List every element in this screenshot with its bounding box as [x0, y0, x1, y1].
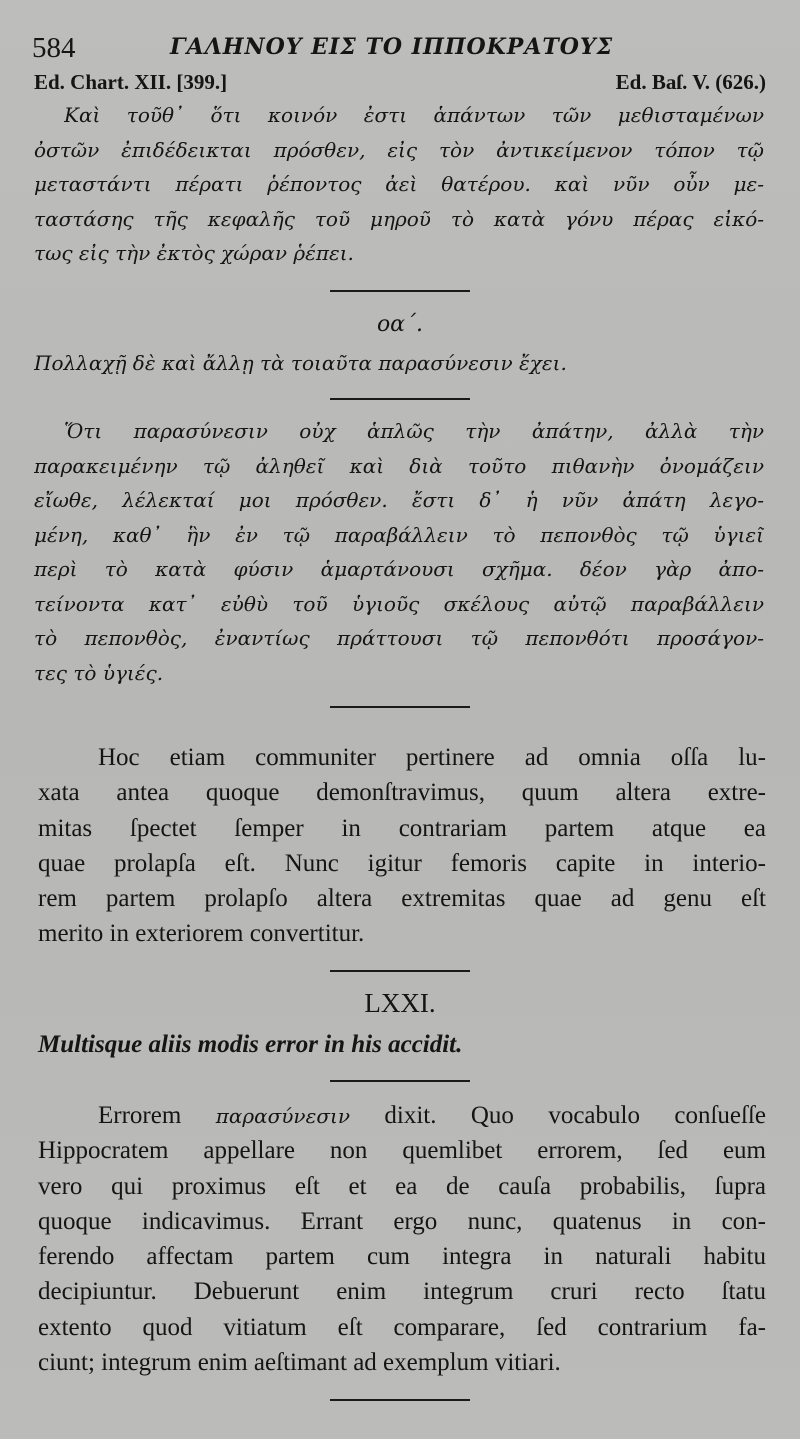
text-line: quae prolapſa eſt. Nunc igitur femoris capite in interio-	[38, 849, 766, 877]
greek-paragraph-1	[64, 98, 764, 133]
section-divider	[330, 970, 470, 972]
text-line: mitas ſpectet ſemper in contrariam partem atque ea	[38, 814, 766, 842]
text-line: τως εἰς τὴν ἐκτὸς χώραν ῥέπει.	[34, 241, 354, 265]
text-line: quoque indicavimus. Errant ergo nunc, quatenus in con-	[38, 1207, 766, 1235]
text-line: Καὶ τοῦθ᾽ ὅτι κοινόν ἐστι ἁπάντων τῶν μεθισταμένων	[64, 103, 764, 127]
running-head	[30, 28, 770, 68]
text-line: τὸ πεπονθὸς, ἐναντίως πράττουσι τῷ πεπονθότι προσάγον-	[34, 626, 764, 650]
section-divider	[330, 290, 470, 292]
latin-section-number: LXXI.	[364, 988, 436, 1018]
page-number: 584	[32, 32, 76, 64]
section-divider	[330, 398, 470, 400]
text-line: ταστάσης τῆς κεφαλῆς τοῦ μηροῦ τὸ κατὰ γόνυ πέρας εἰκό-	[34, 206, 764, 231]
latin-paragraph-1	[98, 740, 766, 775]
latin-commentary-first-line	[98, 1098, 766, 1133]
greek-commentary	[64, 414, 764, 449]
text-line: merito in exteriorem convertitur.	[38, 920, 365, 948]
text-line: Hoc etiam communiter pertinere ad omnia oſſa lu-	[98, 744, 766, 771]
first-line-rest: dixit. Quo vocabulo conſueſſe	[384, 1102, 767, 1129]
greek-commentary-continued	[34, 449, 764, 691]
greek-paragraph-1-continued	[34, 133, 764, 271]
text-line: ferendo affectam partem cum integra in naturali habitu	[38, 1243, 766, 1271]
text-line: Hippocratem appellare non quemlibet errorem, ſed eum	[38, 1137, 766, 1165]
section-divider	[330, 1399, 470, 1401]
greek-lemma	[34, 346, 764, 381]
text-line: ciunt; integrum enim aeſtimant ad exemplum vitiari.	[38, 1349, 561, 1377]
text-line: decipiuntur. Debuerunt enim integrum cruri recto ſtatu	[38, 1278, 766, 1306]
running-title: ΓΑΛΗΝΟΥ ΕΙΣ ΤΟ ΙΠΠΟΚΡΑΤΟΥΣ	[170, 34, 614, 60]
text-line: παρακειμένην τῷ ἀληθεῖ καὶ διὰ τοῦτο πιθανὴν ὀνομάζειν	[34, 453, 764, 478]
text-line: Ὅτι παρασύνεσιν οὐχ ἁπλῶς τὴν ἀπάτην, ἀλλὰ τὴν	[64, 419, 764, 443]
text-line: extento quod vitiatum eſt comparare, ſed contrarium fa-	[38, 1313, 766, 1341]
text-line: τείνοντα κατ᾽ εὐθὺ τοῦ ὑγιοῦς σκέλους αὐτῷ παραβάλλειν	[34, 591, 764, 616]
text-line: xata antea quoque demonſtravimus, quum altera extre-	[38, 779, 766, 807]
latin-paragraph-1-continued	[38, 775, 766, 951]
lemma-line: Πολλαχῇ δὲ καὶ ἄλλῃ τὰ τοιαῦτα παρασύνεσιν ἔχει.	[34, 351, 567, 375]
text-line: rem partem prolapſo altera extremitas quae ad genu eſt	[38, 885, 766, 913]
latin-lemma	[38, 1027, 766, 1062]
text-line: ὀστῶν ἐπιδέδεικται πρόσθεν, εἰς τὸν ἀντικείμενον τόπον τῷ	[34, 137, 764, 162]
edition-chart-ref: Ed. Chart. XII. [399.]	[34, 70, 228, 94]
edition-basel-ref: Ed. Baſ. V. (626.)	[615, 70, 766, 94]
greek-section-number: οα΄.	[376, 312, 424, 337]
edition-reference-line	[34, 70, 766, 98]
text-line: τες τὸ ὑγιές.	[34, 660, 164, 685]
lemma-line: Multisque aliis modis error in his accidit.	[38, 1031, 463, 1058]
text-line: μεταστάντι πέρατι ῥέποντος ἀεὶ θατέρου. καὶ νῦν οὖν με-	[34, 172, 764, 196]
section-divider	[330, 1080, 470, 1082]
text-line: μένη, καθ᾽ ἣν ἐν τῷ παραβάλλειν τὸ πεπονθὸς τῷ ὑγιεῖ	[34, 522, 764, 547]
greek-term: παρασύνεσιν	[215, 1104, 350, 1128]
latin-commentary	[38, 1133, 766, 1380]
text-line: vero qui proximus eſt et ea de cauſa probabilis, ſupra	[38, 1172, 766, 1200]
section-divider	[330, 706, 470, 708]
first-word: Errorem	[98, 1102, 182, 1129]
text-line: περὶ τὸ κατὰ φύσιν ἁμαρτάνουσι σχῆμα. δέον γὰρ ἀπο-	[34, 557, 764, 581]
text-line	[98, 1098, 766, 1133]
text-line: εἴωθε, λέλεκταί μοι πρόσθεν. ἔστι δ᾽ ἡ νῦν ἀπάτη λεγο-	[34, 488, 764, 512]
